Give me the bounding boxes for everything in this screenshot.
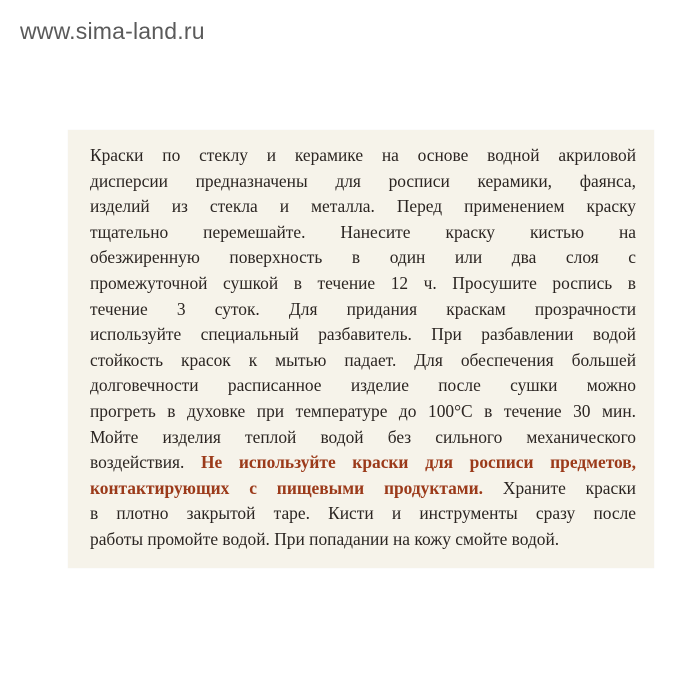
text-line: работы промойте водой. При попадании на кожу смойте водой. [90, 528, 560, 549]
text-line: промежуточной сушкой в течение 12 ч. Просушите роспись в [90, 272, 636, 293]
text-normal: Храните краски [483, 477, 636, 498]
text-line: долговечности расписанное изделие после сушки можно [90, 375, 636, 396]
watermark: www.sima-land.ru [20, 18, 205, 44]
text-line-warning-start [90, 450, 636, 476]
text-line: изделий из стекла и металла. Перед применением краску [90, 196, 636, 217]
text-line: обезжиренную поверхность в один или два слоя с [90, 247, 636, 268]
text-line: Краски по стеклу и керамике на основе водной акриловой [90, 145, 636, 165]
text-line: в плотно закрытой таре. Кисти и инструменты сразу после [90, 503, 636, 524]
text-line-warning-end [90, 476, 636, 502]
warning-text: Не используйте краски для росписи предметов, [201, 452, 637, 473]
text-line: прогреть в духовке при температуре до 100°С в течение 30 мин. [90, 400, 636, 421]
text-line: Мойте изделия теплой водой без сильного механического [90, 426, 636, 447]
text-line: дисперсии предназначены для росписи керамики, фаянса, [90, 170, 636, 191]
instruction-card [68, 130, 654, 568]
warning-text: контактирующих с пищевыми продуктами. [90, 477, 484, 498]
text-normal: воздействия. [90, 452, 202, 473]
text-line: тщательно перемешайте. Нанесите краску кистью на [90, 221, 636, 242]
text-line: стойкость красок к мытью падает. Для обеспечения большей [90, 349, 636, 370]
text-line: используйте специальный разбавитель. При разбавлении водой [90, 324, 636, 345]
text-line: течение 3 суток. Для придания краскам прозрачности [90, 298, 636, 319]
instruction-text [90, 143, 636, 553]
